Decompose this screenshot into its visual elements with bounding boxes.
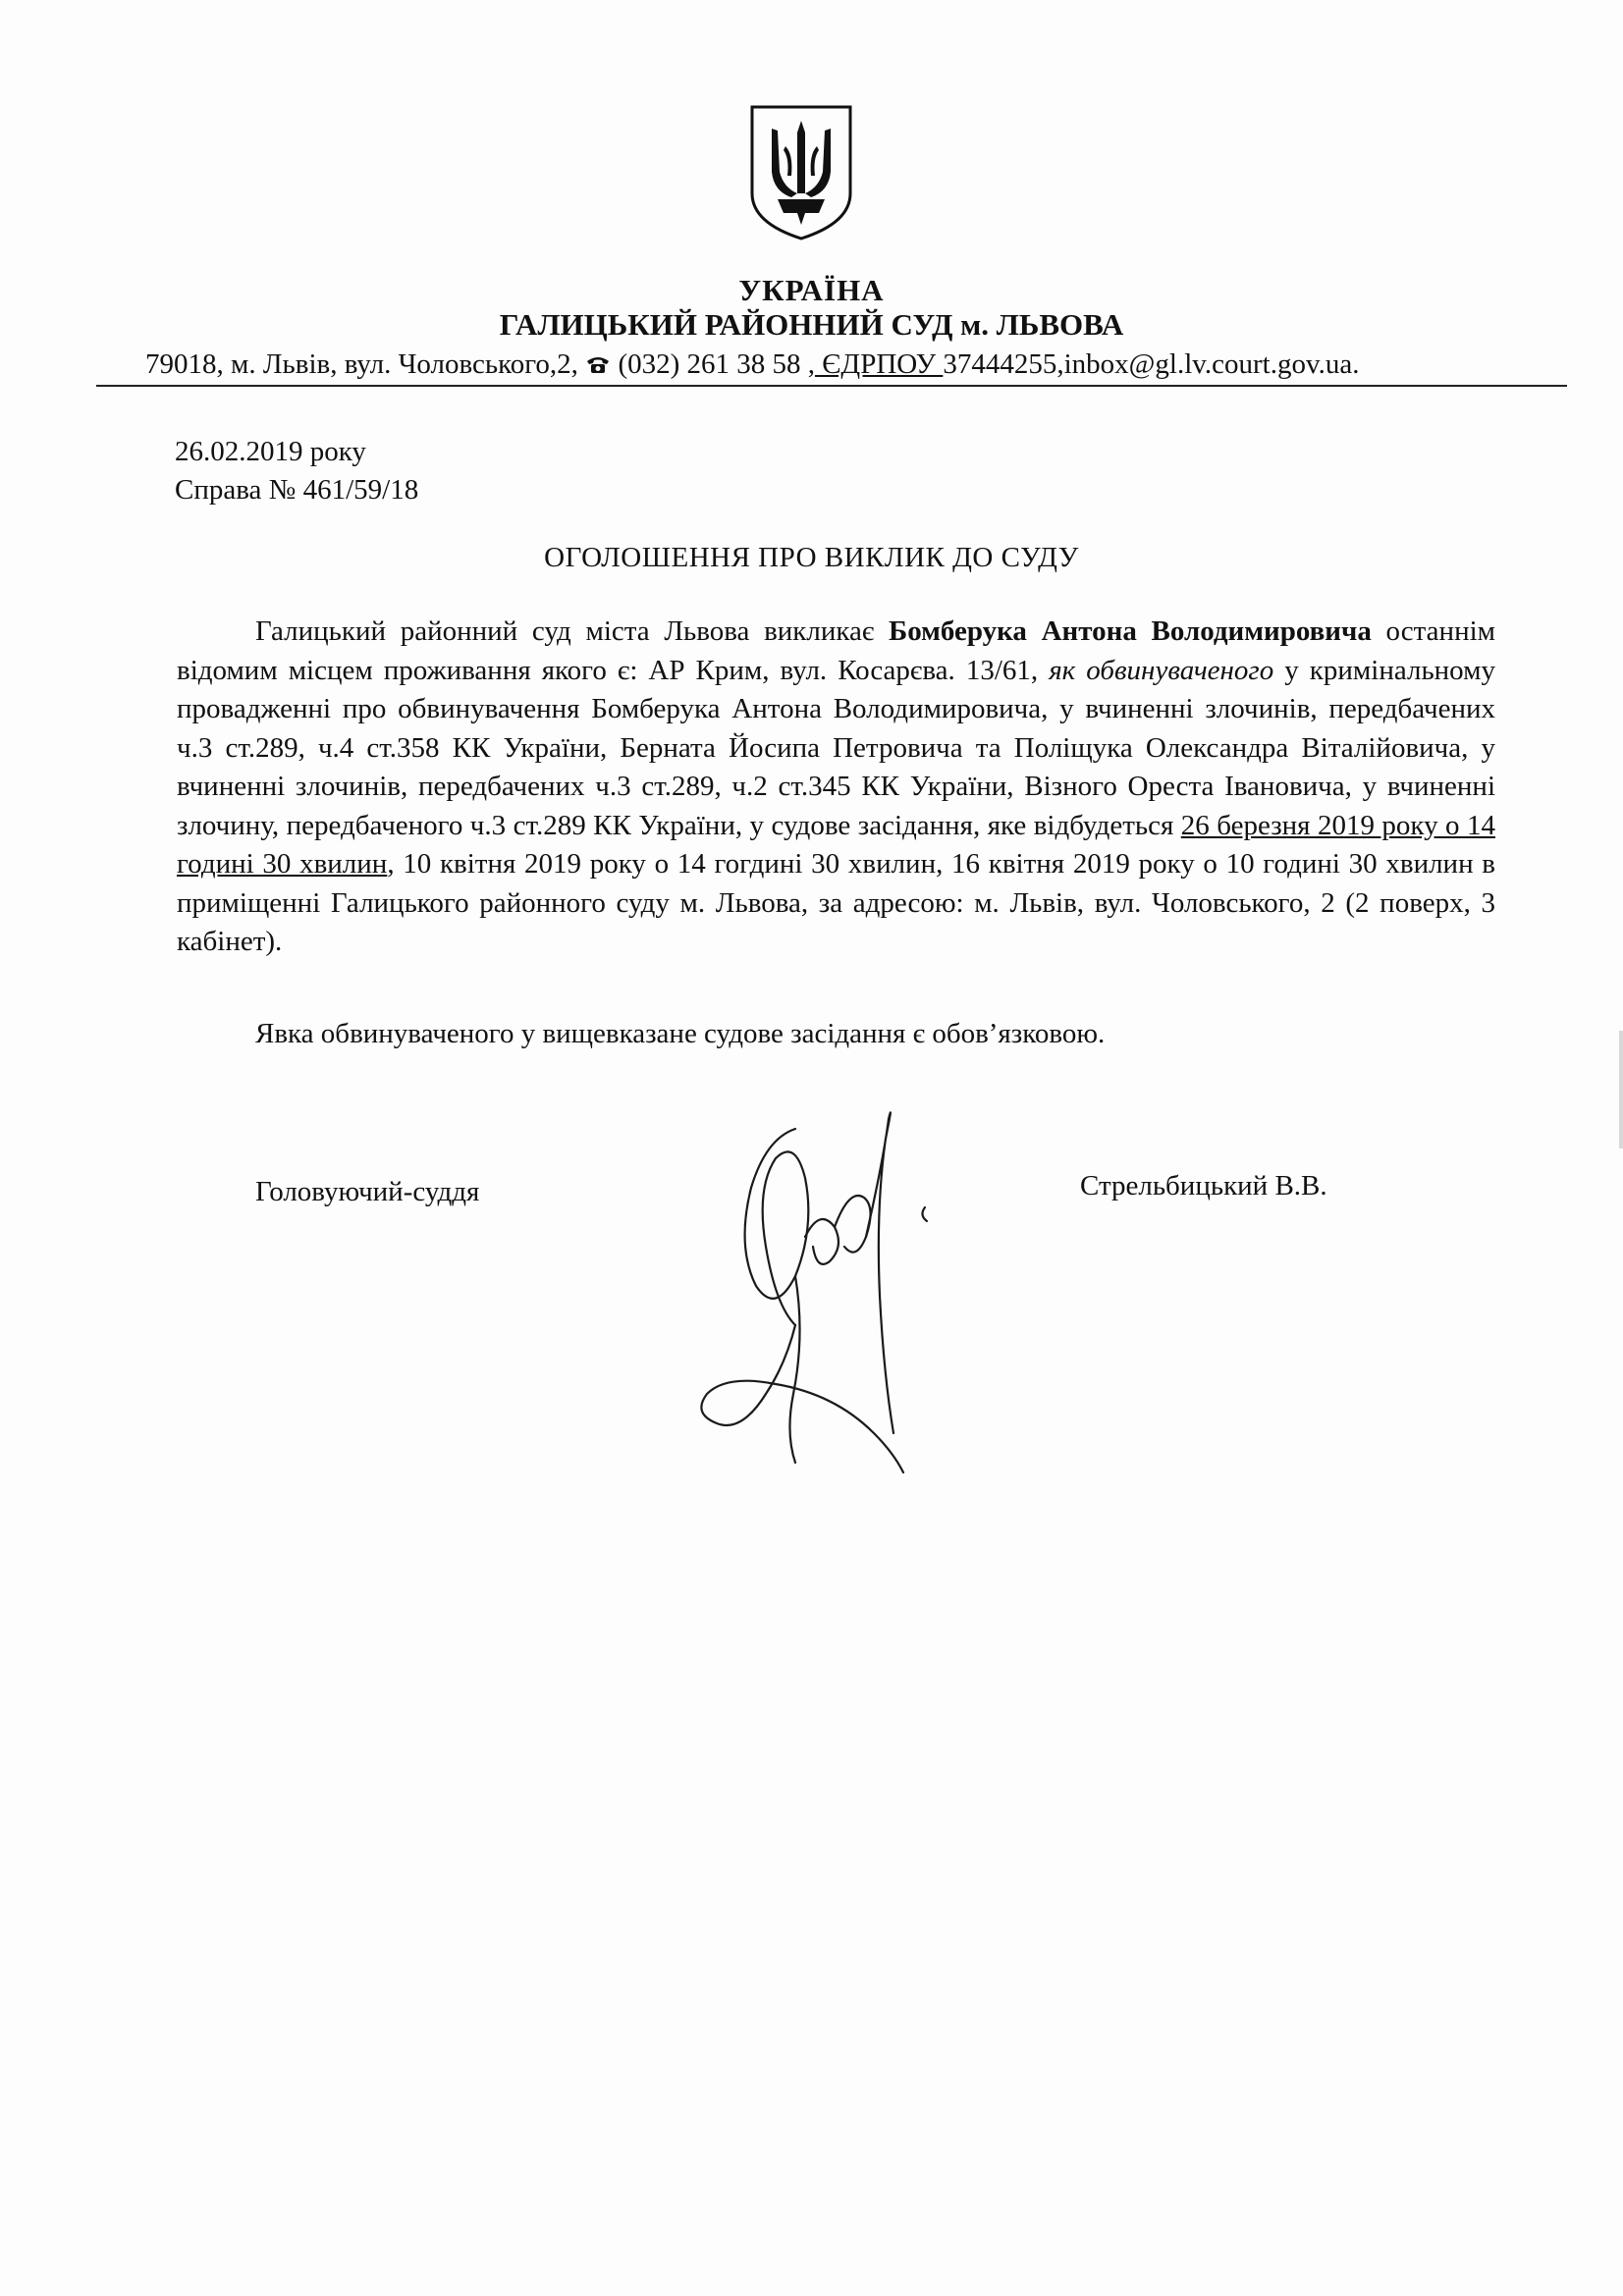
- defendant-role: як обвинуваченого: [1049, 654, 1274, 686]
- document-title: ОГОЛОШЕННЯ ПРО ВИКЛИК ДО СУДУ: [544, 542, 1079, 573]
- closing-statement: Явка обвинуваченого у вищевказане судове засідання є обов’язковою.: [255, 1018, 1106, 1049]
- phone-icon: [585, 355, 611, 375]
- document-date: 26.02.2019 року: [175, 436, 366, 467]
- header-divider: [96, 385, 1567, 387]
- summons-paragraph: [177, 613, 1495, 962]
- judge-name: Стрельбицький В.В.: [1080, 1170, 1327, 1201]
- court-address: [145, 348, 1359, 381]
- hearing-date-first: 26 березня 2019 року о 14 годині 30 хвилин: [177, 809, 1495, 880]
- case-number: Справа № 461/59/18: [175, 474, 419, 506]
- body-hearing-details: , 10 квітня 2019 року о 14 гогдині 30 хвилин, 16 квітня 2019 року о 10 годині 30 хвилин в приміщенні Галицького районного суду м. Львова, за адресою: м. Львів, вул. Чоловського, 2 (2 поверх, 3 кабінет).: [177, 848, 1495, 957]
- address-phone: (032) 261 38 58 ,: [611, 348, 816, 380]
- coat-of-arms-icon: [748, 103, 854, 242]
- handwritten-signature: [648, 1099, 943, 1492]
- address-street: 79018, м. Львів, вул. Чоловського,2,: [145, 348, 578, 380]
- address-edrpou-label: ЄДРПОУ: [815, 348, 944, 380]
- country-heading: УКРАЇНА: [738, 273, 885, 307]
- body-charges: у кримінальному провадженні про обвинувачення Бомберука Антона Володимировича, у вчиненні злочинів, передбачених ч.3 ст.289, ч.4 ст.358 КК України, Берната Йосипа Петровича та Поліщука Олександра Віталійовича, у вчиненні злочинів, передбачених ч.3 ст.289, ч.2 ст.345 КК України, Візного Ореста Івановича, у вчиненні злочину, передбаченого ч.3 ст.289 КК України, у судове засідання, яке відбудеться: [177, 654, 1495, 841]
- address-email: 37444255,inbox@gl.lv.court.gov.ua.: [943, 348, 1360, 380]
- defendant-name: Бомберука Антона Володимировича: [889, 615, 1372, 647]
- judge-role: Головуючий-суддя: [255, 1176, 480, 1207]
- scan-artifact: [1619, 1031, 1623, 1148]
- body-residence: останнім відомим місцем проживання якого є: АР Крим, вул. Косарєва. 13/61,: [177, 615, 1495, 686]
- court-heading: ГАЛИЦЬКИЙ РАЙОННИЙ СУД м. ЛЬВОВА: [499, 307, 1124, 342]
- body-intro: Галицький районний суд міста Львова викликає: [255, 615, 890, 647]
